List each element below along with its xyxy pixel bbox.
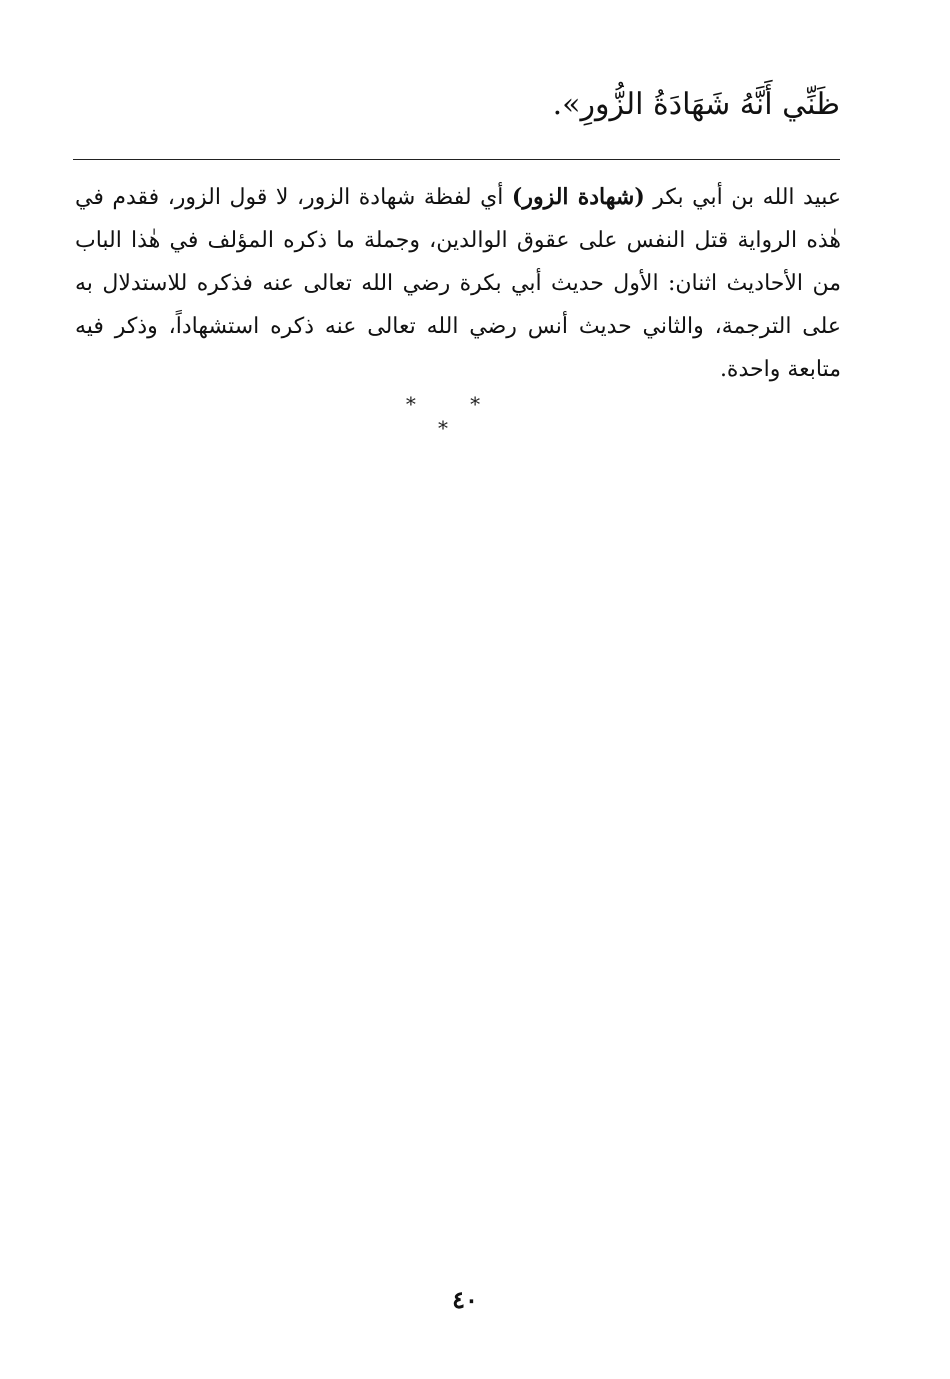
commentary-bold-term: (شهادة الزور) — [511, 184, 645, 210]
commentary-text-rest: أي لفظة شهادة الزور، لا قول الزور، فقدم في هٰذه الرواية قتل النفس على عقوق الوالدين، وجملة ما ذكره المؤلف في هٰذا الباب من الأحاديث اثنان: الأول حديث أبي بكرة رضي الله تعالى عنه فذكره للاستدلال به على الترجمة، والثاني حديث أنس رضي الله تعالى عنه ذكره استشهاداً، وذكر فيه متابعة واحدة. — [75, 185, 841, 382]
page-number: ٤٠ — [452, 1285, 478, 1314]
hadith-text-line: ظَنِّي أَنَّهُ شَهَادَةُ الزُّورِ». — [552, 87, 840, 122]
commentary-paragraph — [75, 176, 841, 391]
section-break-asterisks: * * * — [405, 392, 505, 440]
commentary-text-start: عبيد الله بن أبي بكر — [644, 185, 842, 210]
footnote-separator-rule — [73, 159, 840, 160]
